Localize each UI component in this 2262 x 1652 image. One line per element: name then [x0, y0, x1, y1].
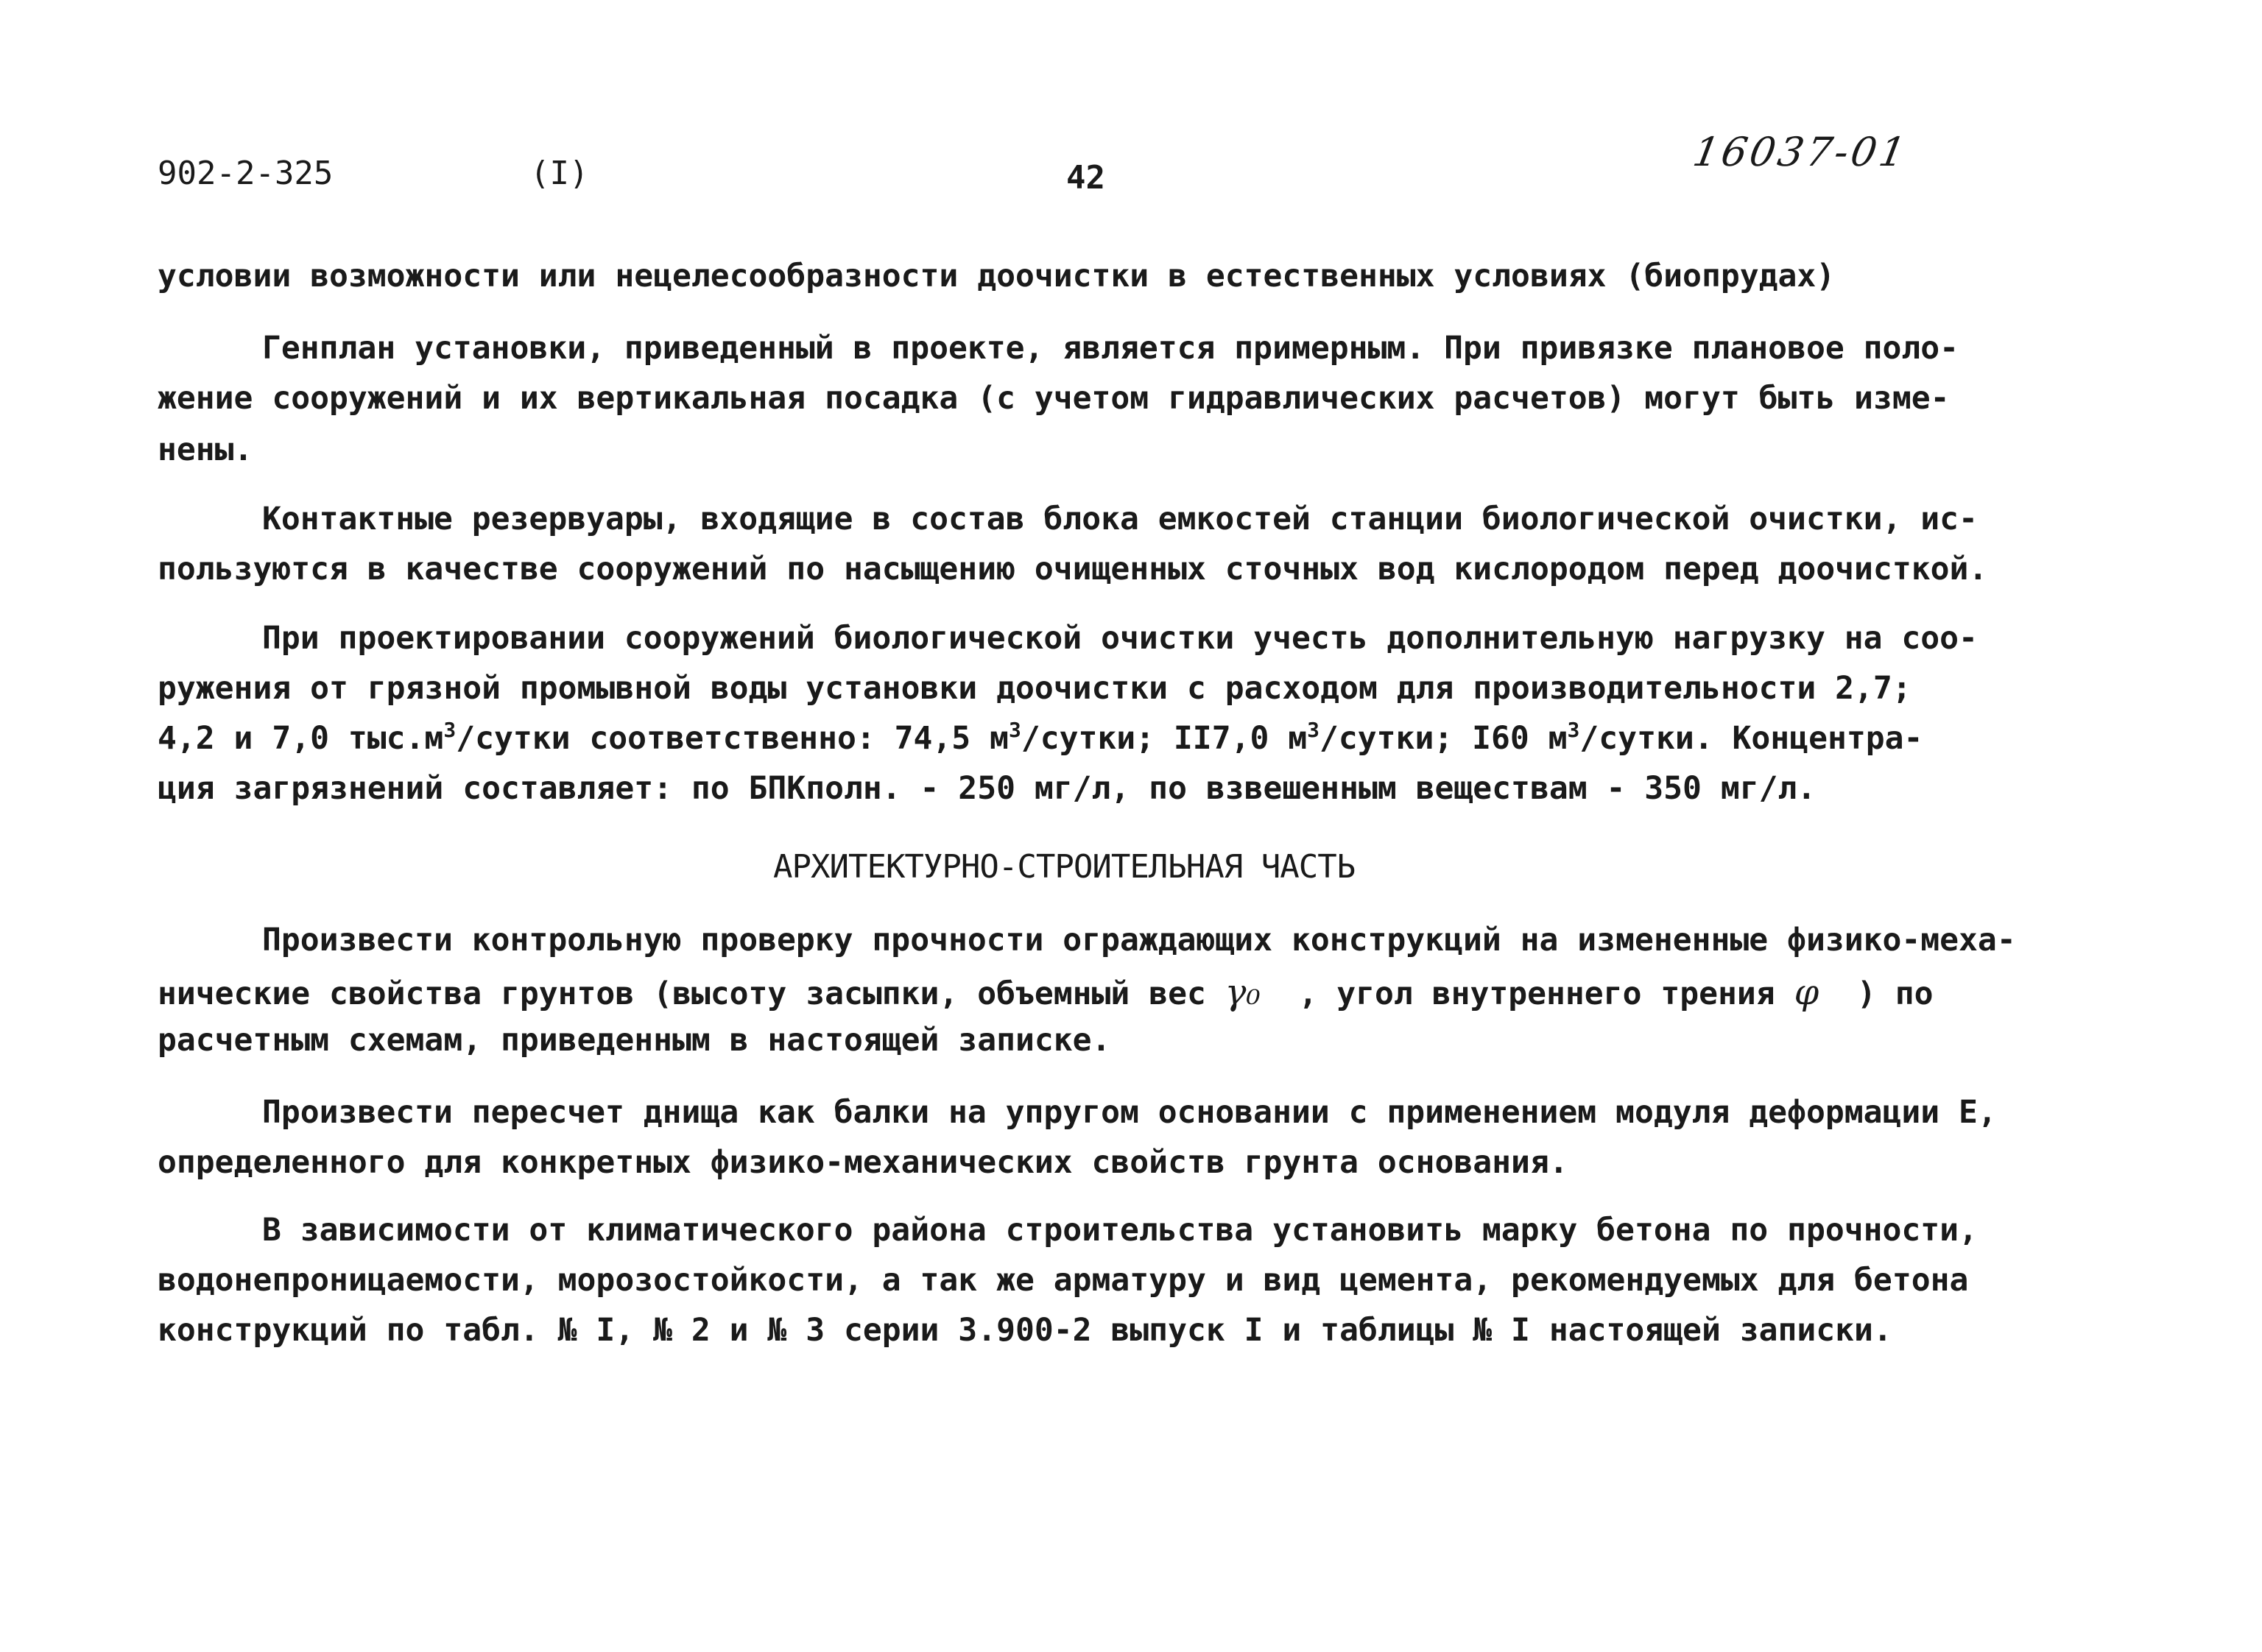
text-line-with-symbols: нические свойства грунтов (высоту засыпки, объемный вес γ₀ , угол внутреннего трения φ ) по [158, 972, 1934, 1013]
superscript: 3 [443, 718, 457, 742]
text-line: условии возможности или нецелесообразности доочистки в естественных условиях (биопрудах) [158, 258, 1836, 294]
text-line: Генплан установки, приведенный в проекте, является примерным. При привязке плановое поло- [262, 330, 1959, 367]
text-line: водонепроницаемости, морозостойкости, а так же арматуру и вид цемента, рекомендуемых для бетона [158, 1262, 1969, 1299]
text-line: ружения от грязной промывной воды установки доочистки с расходом для производительности 2,7; [158, 670, 1912, 707]
text-line: Произвести пересчет днища как балки на упругом основании с применением модуля деформации Е, [262, 1094, 1997, 1131]
part-number: (I) [530, 155, 589, 192]
text-line: Контактные резервуары, входящие в состав блока емкостей станции биологической очистки, ис- [262, 501, 1978, 537]
section-heading: АРХИТЕКТУРНО-СТРОИТЕЛЬНАЯ ЧАСТЬ [773, 848, 1356, 886]
document-code: 902-2-325 [158, 155, 334, 192]
text-line: нены. [158, 431, 253, 468]
text-line: расчетным схемам, приведенным в настоящей записке. [158, 1022, 1111, 1059]
text-line: определенного для конкретных физико-механических свойств грунта основания. [158, 1144, 1568, 1181]
phi-symbol: φ [1794, 972, 1819, 1013]
handwritten-stamp: 16037-01 [1689, 129, 1912, 175]
gamma-symbol: γ₀ [1225, 972, 1261, 1013]
text-line: конструкций по табл. № I, № 2 и № 3 серии 3.900-2 выпуск I и таблицы № I настоящей записки. [158, 1312, 1892, 1349]
page-number: 42 [1066, 159, 1105, 197]
superscript: 3 [1008, 718, 1021, 742]
text-line: При проектировании сооружений биологической очистки учесть дополнительную нагрузку на соо- [262, 620, 1978, 657]
text-line: В зависимости от климатического района строительства установить марку бетона по прочности, [262, 1212, 1978, 1249]
text-line: ция загрязнений составляет: по БПКполн. - 250 мг/л, по взвешенным веществам - 350 мг/л. [158, 770, 1817, 807]
superscript: 3 [1307, 718, 1320, 742]
text-line-with-units: 4,2 и 7,0 $тыс.м^3$/сутки соответственно: 74,5 $м^3$/сутки; II7,0 $м^3$/сутки; I60 $м^3$/сутки. Концентра- [158, 718, 1923, 757]
text-line: Произвести контрольную проверку прочности ограждающих конструкций на измененные физико-меха- [262, 922, 2016, 959]
text-line: жение сооружений и их вертикальная посадка (с учетом гидравлических расчетов) могут быть изме- [158, 380, 1950, 417]
text-line: пользуются в качестве сооружений по насыщению очищенных сточных вод кислородом перед доочисткой. [158, 551, 1988, 587]
superscript: 3 [1567, 718, 1580, 742]
